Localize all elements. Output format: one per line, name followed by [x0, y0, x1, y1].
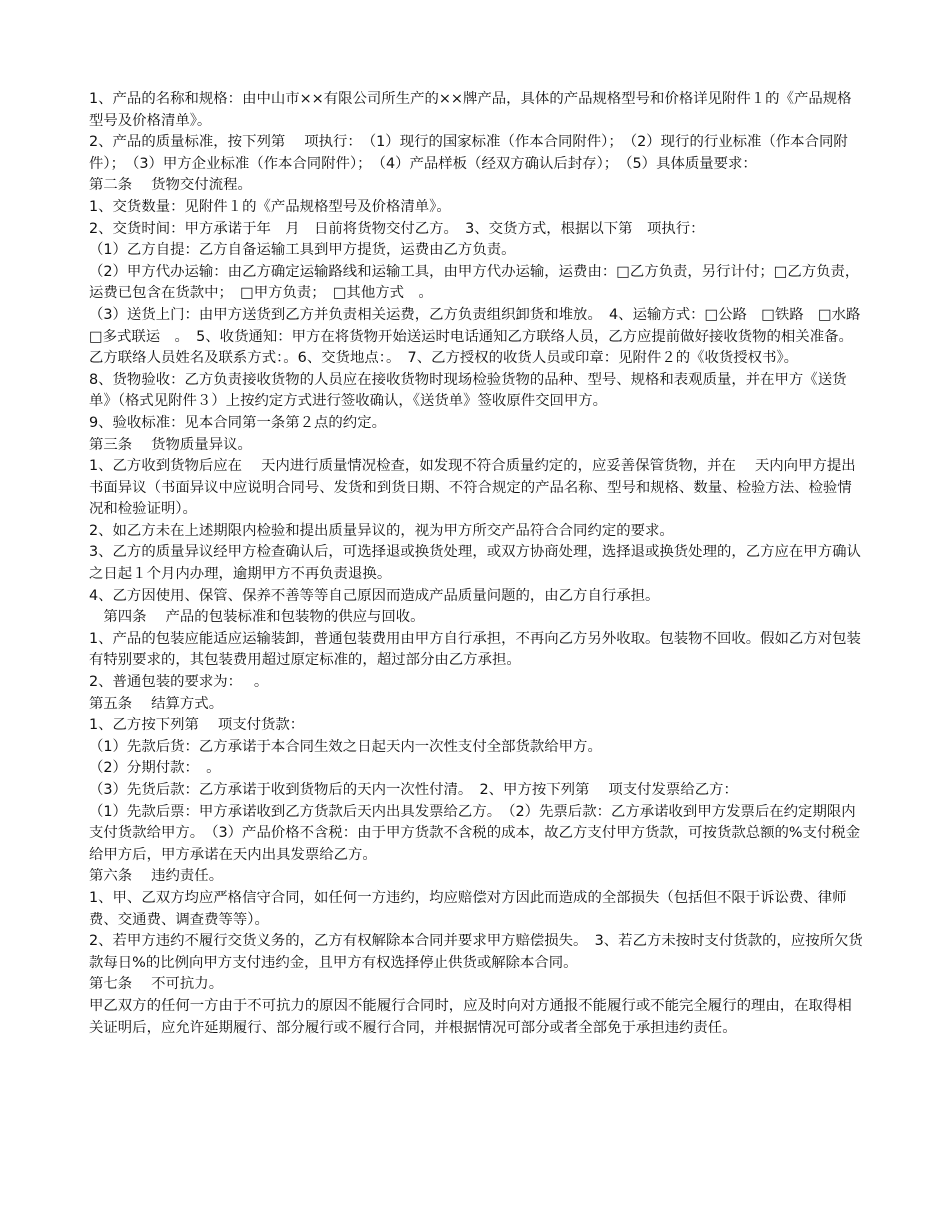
article-2-quantity: 1、交货数量：见附件１的《产品规格型号及价格清单》。	[89, 198, 451, 215]
article-3-return-exchange: 3、乙方的质量异议经甲方检查确认后，可选择退或换货处理，或双方协商处理，选择退或换货处理的，乙方应在甲方确认之日起１个月内办理，逾期甲方不再负责退换。	[89, 544, 861, 583]
article-2-delivery-time: 2、交货时间：甲方承诺于年 月 日前将货物交付乙方。 3、交货方式，根据以下第 项执行：	[89, 220, 705, 237]
article-5-installments: （2）分期付款： 。	[89, 760, 221, 777]
article-7-heading: 第七条 不可抗力。	[89, 976, 224, 993]
clause-1-quality-standard: 2、产品的质量标准，按下列第 项执行： （1）现行的国家标准（作本合同附件）； （2）现行的行业标准（作本合同附件）； （3）甲方企业标准（作本合同附件）； （4）产品样板（经双方确认后封存）； （5）具体质量要求：	[89, 134, 848, 172]
article-5-payment-method: 1、乙方按下列第 项支付货款：	[89, 717, 305, 734]
article-4-packaging: 1、产品的包装应能适应运输装卸，普通包装费用由甲方自行承担，不再向乙方另外收取。包装物不回收。假如乙方对包装有特别要求的，其包装费用超过原定标准的，超过部分由乙方承担。	[89, 630, 861, 669]
article-2-heading: 第二条 货物交付流程。	[89, 177, 252, 194]
article-5-goods-first: （3）先货后款：乙方承诺于收到货物后的天内一次性付清。 2、甲方按下列第 项支付发票给乙方：	[89, 782, 738, 798]
article-5-heading: 第五条 结算方式。	[89, 695, 224, 712]
article-4-heading: 第四条 产品的包装标准和包装物的供应与回收。	[89, 609, 425, 626]
article-4-packaging-requirements: 2、普通包装的要求为： 。	[89, 674, 269, 691]
contract-page	[89, 89, 875, 1039]
article-2-acceptance-standard: 9、验收标准：见本合同第一条第２点的约定。	[89, 414, 386, 431]
article-6-compensation: 1、甲、乙双方均应严格信守合同，如任何一方违约，均应赔偿对方因此而造成的全部损失（包括但不限于诉讼费、律师费、交通费、调查费等等）。	[89, 889, 847, 928]
article-2-self-pickup: （1）乙方自提：乙方自备运输工具到甲方提货，运费由乙方负责。	[89, 242, 516, 259]
article-3-objection-period: 1、乙方收到货物后应在 天内进行质量情况检查，如发现不符合质量约定的，应妥善保管货物，并在 天内向甲方提出书面异议（书面异议中应说明合同号、发货和到货日期、不符合规定的产品名称、型号和规格、数量、检验方法、检验情况和检验证明）。	[89, 458, 856, 518]
article-3-heading: 第三条 货物质量异议。	[89, 436, 252, 453]
article-3-deemed-conforming: 2、如乙方未在上述期限内检验和提出质量异议的，视为甲方所交产品符合合同约定的要求。	[89, 522, 674, 539]
article-2-door-delivery: （3）送货上门：由甲方送货到乙方并负责相关运费，乙方负责组织卸货和堆放。 4、运输方式：□公路 □铁路 □水路 □多式联运 。 5、收货通知：甲方在将货物开始送运时电话通知乙方联络人员，乙方应提前做好接收货物的相关准备。乙方联络人员姓名及联系方式：。6、交货地点：。 7、乙方授权的收货人员或印章：见附件２的《收货授权书》。	[89, 306, 875, 367]
article-2-inspection: 8、货物验收：乙方负责接收货物的人员应在接收货物时现场检验货物的品种、型号、规格和表观质量，并在甲方《送货单》（格式见附件３）上按约定方式进行签收确认，《送货单》签收原件交回甲方。	[89, 371, 847, 410]
clause-1-product-name: 1、产品的名称和规格：由中山市××有限公司所生产的××牌产品，具体的产品规格型号和价格详见附件１的《产品规格型号及价格清单》。	[89, 91, 852, 129]
article-6-breach-remedies: 2、若甲方违约不履行交货义务的，乙方有权解除本合同并要求甲方赔偿损失。 3、若乙方未按时支付货款的，应按所欠货款每日%的比例向甲方支付违约金，且甲方有权选择停止供货或解除本合同。	[89, 933, 863, 971]
article-5-prepayment: （1）先款后货：乙方承诺于本合同生效之日起天内一次性支付全部货款给甲方。	[89, 738, 602, 755]
article-7-force-majeure: 甲乙双方的任何一方由于不可抗力的原因不能履行合同时，应及时向对方通报不能履行或不能完全履行的理由，在取得相关证明后，应允许延期履行、部分履行或不履行合同，并根据情况可部分或者全部免于承担违约责任。	[89, 997, 852, 1036]
article-6-heading: 第六条 违约责任。	[89, 868, 224, 885]
article-2-agent-transport: （2）甲方代办运输：由乙方确定运输路线和运输工具，由甲方代办运输，运费由：□乙方负责，另行计付；□乙方负责，运费已包含在货款中； □甲方负责； □其他方式 。	[89, 263, 860, 302]
article-5-invoicing: （1）先款后票：甲方承诺收到乙方货款后天内出具发票给乙方。 （2）先票后款：乙方承诺收到甲方发票后在约定期限内支付货款给甲方。 （3）产品价格不含税：由于甲方货款不含税的成本，故乙方支付甲方货款，可按货款总额的%支付税金给甲方后，甲方承诺在天内出具发票给乙方。	[89, 803, 861, 863]
article-3-own-fault: 4、乙方因使用、保管、保养不善等等自己原因而造成产品质量问题的，由乙方自行承担。	[89, 587, 660, 604]
